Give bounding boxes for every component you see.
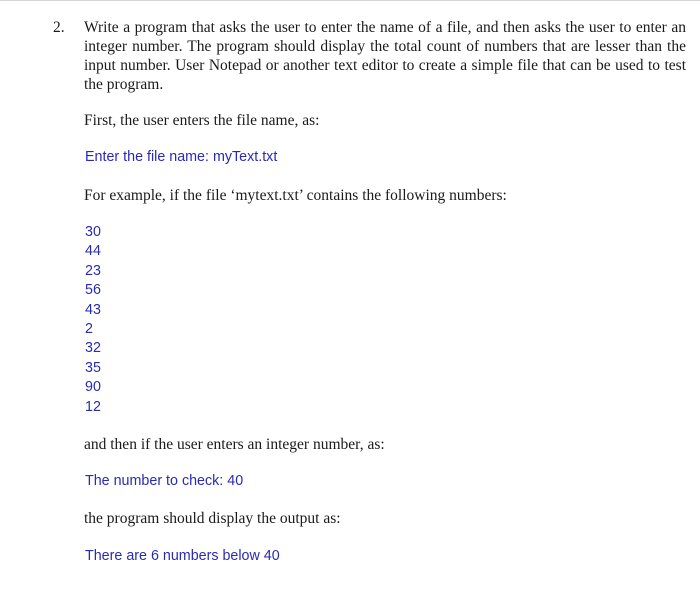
file-prompt-example: Enter the file name: myText.txt xyxy=(85,149,278,165)
file-number: 43 xyxy=(85,301,101,318)
file-number: 12 xyxy=(85,398,101,415)
file-number: 44 xyxy=(85,243,101,260)
file-number: 2 xyxy=(85,320,93,337)
then-step-text: and then if the user enters an integer number, as: xyxy=(84,436,385,453)
first-step-text: First, the user enters the file name, as: xyxy=(84,112,320,129)
file-number: 30 xyxy=(85,224,101,240)
output-example: There are 6 numbers below 40 xyxy=(85,548,280,564)
file-number: 35 xyxy=(85,359,101,376)
file-number: 90 xyxy=(85,379,101,396)
top-divider xyxy=(0,0,700,1)
number-prompt-example: The number to check: 40 xyxy=(85,473,244,489)
file-numbers-list xyxy=(85,223,101,417)
question-prompt: Write a program that asks the user to enter the name of a file, and then asks the user to enter an integer number. The program should display the total count of numbers that are lesser than the input number. User Notepad or another text editor to create a simple file that can be used to test the program. xyxy=(84,19,686,93)
example-intro-text: For example, if the file ‘mytext.txt’ contains the following numbers: xyxy=(84,187,507,204)
question-number: 2. xyxy=(53,19,65,36)
output-intro-text: the program should display the output as: xyxy=(84,510,341,527)
file-number: 56 xyxy=(85,282,101,299)
file-number: 23 xyxy=(85,262,101,279)
file-number: 32 xyxy=(85,340,101,357)
